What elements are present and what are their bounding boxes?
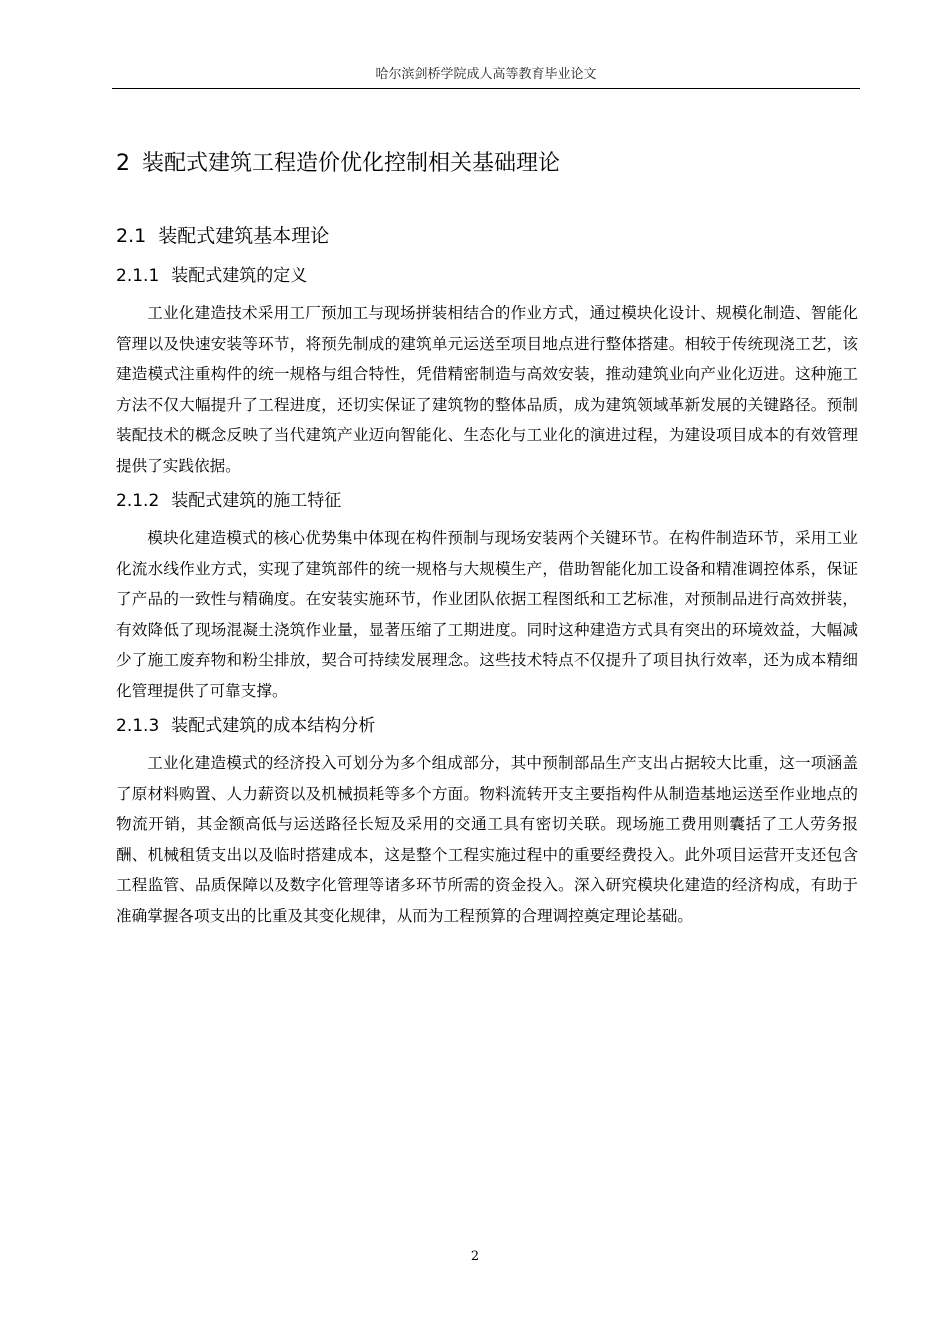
chapter-heading	[116, 144, 858, 184]
page-number: 2	[470, 1249, 480, 1264]
subsection-heading-definition	[116, 258, 858, 294]
subsection-heading-construction-features	[116, 483, 858, 519]
running-header: 哈尔滨剑桥学院成人高等教育毕业论文	[375, 67, 597, 82]
paragraph-construction-features: 模块化建造模式的核心优势集中体现在构件预制与现场安装两个关键环节。在构件制造环节，采用工业化流水线作业方式，实现了建筑部件的统一规格与大规模生产，借助智能化加工设备和精准调控体系，保证了产品的一致性与精确度。在安装实施环节，作业团队依据工程图纸和工艺标准，对预制品进行高效拼装，有效降低了现场混凝土浇筑作业量，显著压缩了工期进度。同时这种建造方式具有突出的环境效益，大幅减少了施工废弃物和粉尘排放，契合可持续发展理念。这些技术特点不仅提升了项目执行效率，还为成本精细化管理提供了可靠支撑。	[116, 529, 858, 700]
subsection-heading-cost-structure	[116, 708, 858, 744]
chapter-title: 装配式建筑工程造价优化控制相关基础理论	[142, 151, 561, 176]
header-rule	[112, 88, 860, 89]
subsection-title: 装配式建筑的施工特征	[171, 491, 342, 511]
subsection-number: 2.1.3	[116, 716, 160, 736]
section-heading	[116, 218, 858, 254]
subsection-title: 装配式建筑的成本结构分析	[171, 716, 376, 736]
page-body	[116, 144, 858, 931]
subsection-title: 装配式建筑的定义	[171, 266, 308, 286]
subsection-number: 2.1.2	[116, 491, 160, 511]
paragraph-definition: 工业化建造技术采用工厂预加工与现场拼装相结合的作业方式，通过模块化设计、规模化制造、智能化管理以及快速安装等环节，将预先制成的建筑单元运送至项目地点进行整体搭建。相较于传统现浇工艺，该建造模式注重构件的统一规格与组合特性，凭借精密制造与高效安装，推动建筑业向产业化迈进。这种施工方法不仅大幅提升了工程进度，还切实保证了建筑物的整体品质，成为建筑领域革新发展的关键路径。预制装配技术的概念反映了当代建筑产业迈向智能化、生态化与工业化的演进过程，为建设项目成本的有效管理提供了实践依据。	[116, 304, 858, 475]
section-number: 2.1	[116, 225, 147, 247]
section-title: 装配式建筑基本理论	[158, 225, 330, 247]
paragraph-cost-structure: 工业化建造模式的经济投入可划分为多个组成部分，其中预制部品生产支出占据较大比重，这一项涵盖了原材料购置、人力薪资以及机械损耗等多个方面。物料流转开支主要指构件从制造基地运送至作业地点的物流开销，其金额高低与运送路径长短及采用的交通工具有密切关联。现场施工费用则囊括了工人劳务报酬、机械租赁支出以及临时搭建成本，这是整个工程实施过程中的重要经费投入。此外项目运营开支还包含工程监管、品质保障以及数字化管理等诸多环节所需的资金投入。深入研究模块化建造的经济构成，有助于准确掌握各项支出的比重及其变化规律，从而为工程预算的合理调控奠定理论基础。	[116, 754, 858, 925]
subsection-number: 2.1.1	[116, 266, 160, 286]
chapter-number: 2	[116, 151, 130, 176]
